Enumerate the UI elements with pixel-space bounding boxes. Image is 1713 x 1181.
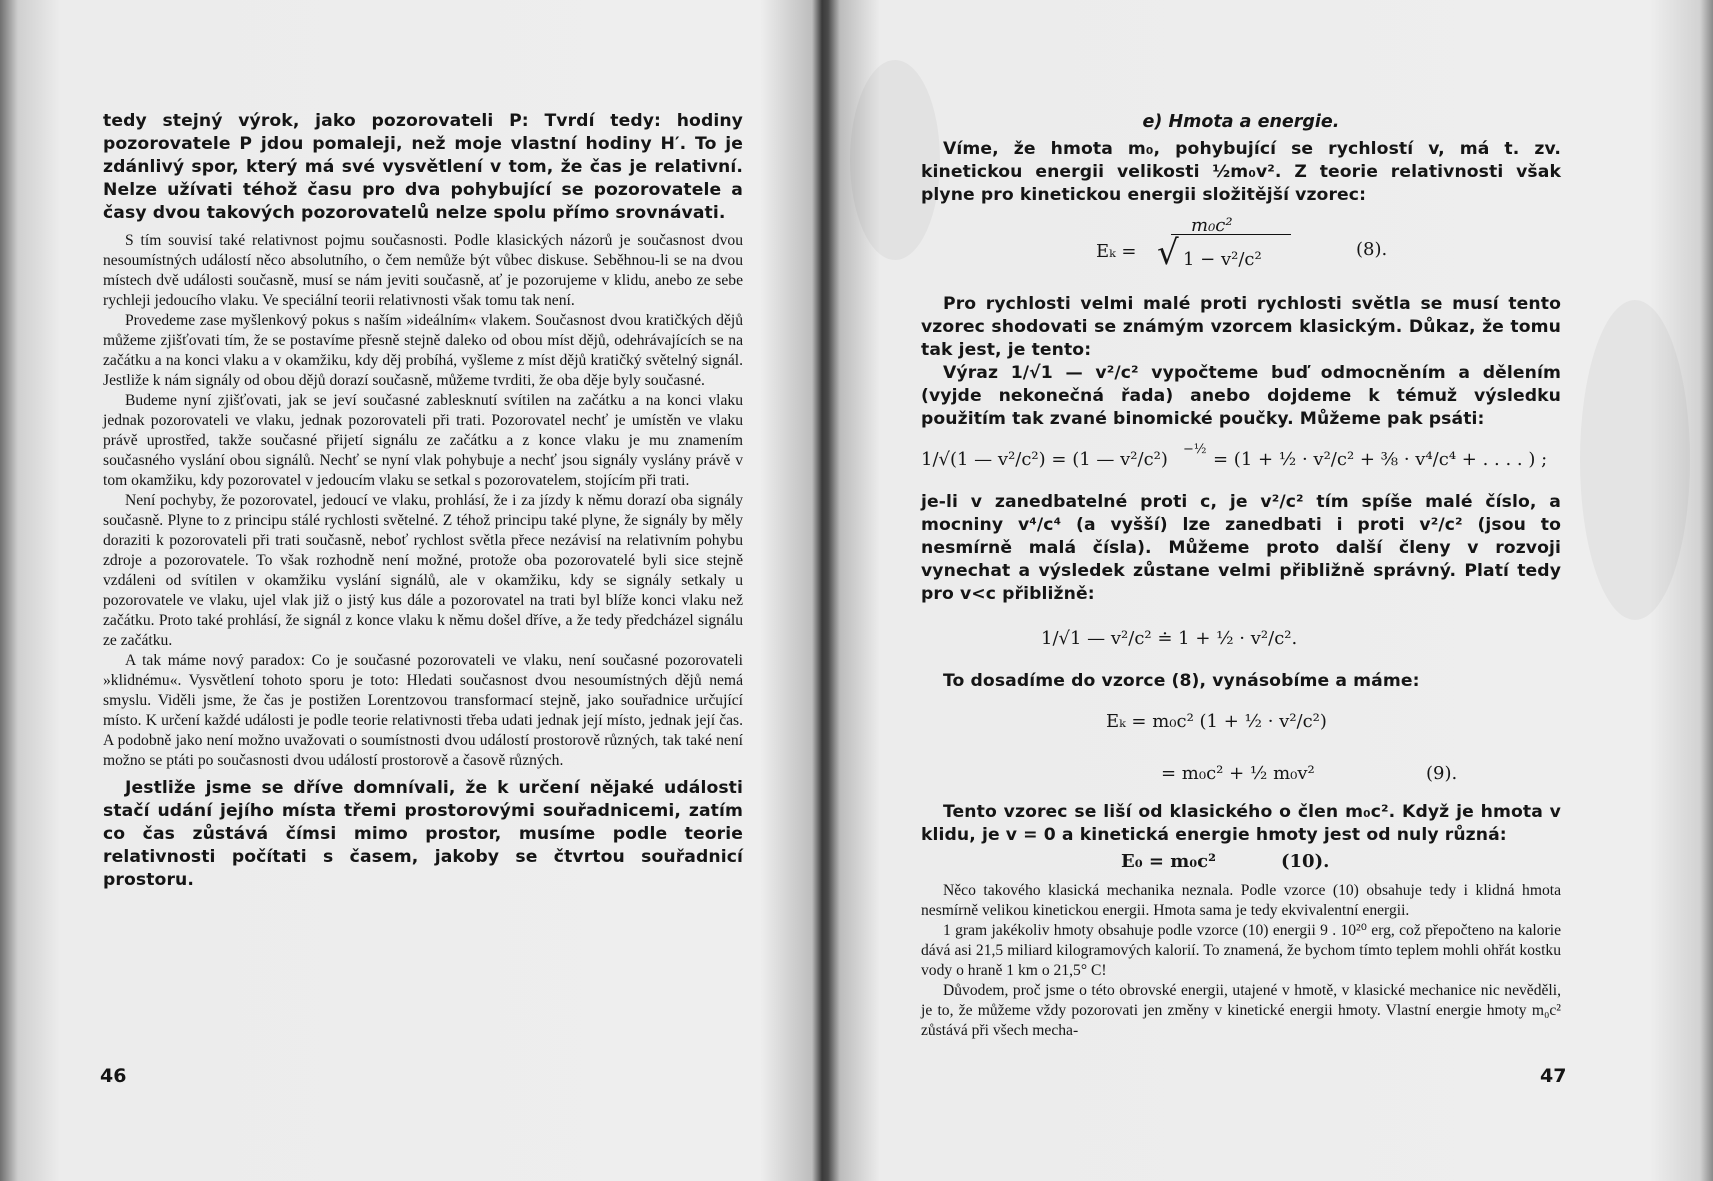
equation-number: (9). — [1426, 763, 1458, 784]
formula-part: = (1 + ½ · v²/c² + ⅜ · v⁴/c⁴ + . . . . ) ; — [1213, 449, 1548, 470]
right-page — [828, 0, 1713, 1181]
binomial-formula — [921, 435, 1561, 485]
paragraph: Víme, že hmota m₀, pohybující se rychlostí v, má t. zv. kinetickou energii velikosti ½m₀v². Z teorie relativnosti však plyne pro kinetickou energii složitější vzorec: — [921, 139, 1561, 205]
paragraph: Výraz 1/√1 — v²/c² vypočteme buď odmocněním a dělením (vyjde nekonečná řada) anebo dojdeme k témuž výsledku použitím tak zvané binomické poučky. Můžeme pak psáti: — [921, 363, 1561, 429]
paragraph: Tento vzorec se liší od klasického o člen m₀c². Když je hmota v klidu, je v = 0 a kinetická energie hmoty jest od nuly různá: — [921, 802, 1561, 845]
approximation-formula — [921, 612, 1561, 664]
formula-part: 1/√1 — v²/c² ≐ 1 + ½ · v²/c². — [1041, 628, 1298, 649]
left-text-column — [103, 110, 743, 892]
paragraph: Důvodem, proč jsme o této obrovské energii, utajené v hmotě, v klasické mechanice nic nevěděli, je to, že můžeme vždy pozorovati jen změny v kinetické energii hmoty. Vlastní energie hmoty m₀c² zůstává při všech mecha- — [921, 982, 1561, 1039]
formula-part: Eₖ = m₀c² (1 + ½ · v²/c²) — [1106, 711, 1327, 732]
formula-8 — [921, 211, 1561, 287]
formula-10 — [921, 847, 1561, 875]
paragraph: To dosadíme do vzorce (8), vynásobíme a máme: — [943, 671, 1420, 691]
sqrt-sign: √ — [1157, 233, 1179, 273]
formula-denominator: 1 − v²/c² — [1183, 249, 1262, 270]
paragraph: S tím souvisí také relativnost pojmu současnosti. Podle klasických názorů je současnost dvou nesoumístných událostí něco absolutního, o čem nemůže být vůbec diskuse. Seběhnou-li se na dvou místech dvě události současně, musí se nám jeviti současně, ať je pozorujeme v klidu, anebo ze sebe rychleji jedoucího vlaku. Ve speciální teorii relativnosti však tomu tak není. — [103, 232, 743, 309]
right-text-column — [921, 110, 1561, 1041]
paragraph: Není pochyby, že pozorovatel, jedoucí ve vlaku, prohlásí, že i za jízdy k němu dorazí oba signály současně. Plyne to z principu stálé rychlosti světelné. Z téhož principu také plyne, že signály by měly doraziti k pozorovateli při trati současně, neboť rychlost světla přece nezávisí na relativním pohybu zdroje a pozorovatele. To však rozhodně není možné, protože oba pozorovatelé byli sice stejně vzdáleni od svítilen v okamžiku vyslání signálů, ale v okamžiku, kdy se signály setkaly u pozorovatele ve vlaku, ujel vlak již o jistý kus dále a pozorovatel na trati byl blíže konci vlaku než začátku. Proto také prohlásí, že signál z konce vlaku k němu došel dříve, a že tedy předcházel signálu ze začátku. — [103, 492, 743, 649]
formula-9 — [921, 749, 1561, 795]
formula-exponent: −½ — [1183, 442, 1207, 457]
section-heading: e) Hmota a energie. — [1142, 112, 1340, 132]
formula-part: E₀ = m₀c² — [1121, 851, 1216, 872]
formula-lhs: Eₖ = — [1096, 241, 1137, 262]
paragraph: A tak máme nový paradox: Co je současné pozorovateli ve vlaku, není současné pozorovateli »klidnému«. Vysvětlení tohoto sporu je toto: Hledati současnost dvou nesoumístných dějů nemá smyslu. Viděli jsme, že čas je postižen Lorentzovou transformací stejně, jako souřadnice určující místo. K určení každé události je podle teorie relativnosti třeba udati jednak její místo, jednak její čas. A podobně jako není možno uvažovati o soumístnosti dvou událostí prostorově různých, tak také není možno se ptáti po současnosti dvou událostí prostorově a časově různých. — [103, 652, 743, 769]
paragraph: Budeme nyní zjišťovati, jak se jeví současné zablesknutí svítilen na začátku a na konci vlaku jednak pozorovateli ve vlaku, jednak pozorovateli při trati. Pozorovatel nechť je umístěn ve vlaku právě uprostřed, takže současné přijetí signálu ze začátku a z konce vlaku je mu znamením současného vyslání obou signálů. Nechť se nyní vlak pohybuje a nechť jsou signály vyslány právě v tom okamžiku, kdy pozorovatel v jedoucím vlaku se setkal s pozorovatelem, stojícím při trati. — [103, 392, 743, 489]
formula-ek — [921, 697, 1561, 745]
formula-part: 1/√(1 — v²/c²) = (1 — v²/c²) — [921, 449, 1168, 470]
formula-part: = m₀c² + ½ m₀v² — [1161, 763, 1315, 784]
page-number: 47 — [1540, 1065, 1567, 1087]
paragraph: tedy stejný výrok, jako pozorovateli P: Tvrdí tedy: hodiny pozorovatele P jdou pomaleji, než moje vlastní hodiny H′. To je zdánlivý spor, který má své vysvětlení v tom, že čas je relativní. Nelze užívati téhož času pro dva pohybující se pozorovatele a časy dvou takových pozorovatelů nelze spolu přímo srovnávati. — [103, 111, 743, 223]
formula-numerator: m₀c² — [1191, 215, 1233, 236]
paragraph: Pro rychlosti velmi malé proti rychlosti světla se musí tento vzorec shodovati se známým vzorcem klasickým. Důkaz, že tomu tak jest, je tento: — [921, 294, 1561, 360]
equation-number: (10). — [1281, 851, 1330, 872]
left-page — [0, 0, 822, 1181]
paragraph: Provedeme zase myšlenkový pokus s naším »ideálním« vlakem. Současnost dvou kratičkých dějů můžeme zjišťovati tím, že se postavíme přesně stejně daleko od obou míst dějů, odehrávajících se na začátku a na konci vlaku a v okamžiku, kdy děj probíhá, vyšleme z míst dějů kratičký světelný signál. Jestliže k nám signály od obou dějů dorazí současně, můžeme tvrditi, že oba děje byly současné. — [103, 312, 743, 389]
paragraph: 1 gram jakékoliv hmoty obsahuje podle vzorce (10) energii 9 . 10²⁰ erg, což přepočteno na kalorie dává asi 21,5 miliard kilogramových kalorií. To znamená, že bychom tímto teplem mohli ohřát kostku vody o hraně 1 km o 21,5° C! — [921, 922, 1561, 979]
fraction-bar — [1171, 234, 1291, 235]
page-number: 46 — [100, 1065, 127, 1087]
equation-number: (8). — [1356, 239, 1388, 260]
paragraph: Jestliže jsme se dříve domnívali, že k určení nějaké události stačí udání jejího místa třemi prostorovými souřadnicemi, zatím co čas zůstává čímsi mimo prostor, musíme podle teorie relativnosti počítati s časem, jakoby se čtvrtou souřadnicí prostoru. — [103, 778, 743, 890]
paragraph: Něco takového klasická mechanika neznala. Podle vzorce (10) obsahuje tedy i klidná hmota nesmírně velikou kinetickou energii. Hmota sama je tedy ekvivalentní energii. — [921, 882, 1561, 919]
paragraph: je-li v zanedbatelné proti c, je v²/c² tím spíše malé číslo, a mocniny v⁴/c⁴ (a vyšší) lze zanedbati i proti v²/c² (jsou to nesmírně malá čísla). Můžeme proto další členy v rozvoji vynechat a výsledek zůstane velmi přibližně správný. Platí tedy pro v<c přibližně: — [921, 492, 1561, 604]
